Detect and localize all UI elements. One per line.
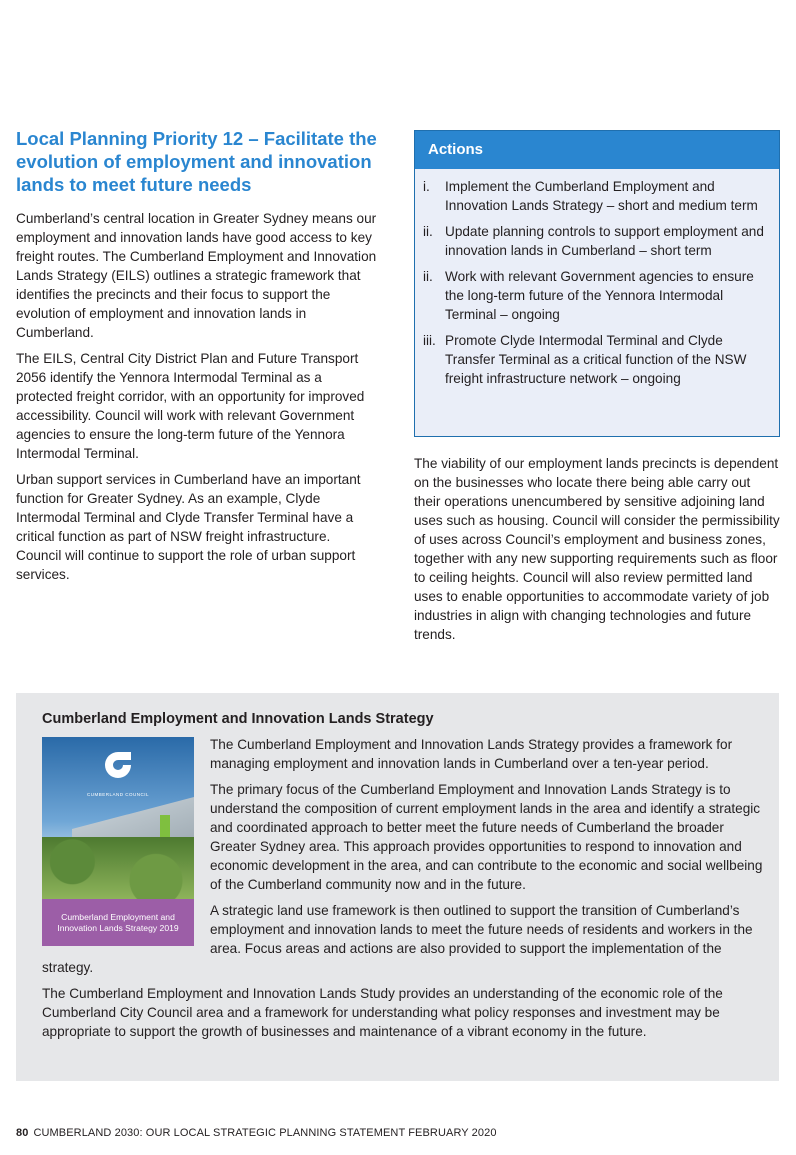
cover-title: Cumberland Employment and Innovation Lands Strategy 2019: [42, 899, 194, 946]
strategy-body: [42, 735, 763, 1041]
strategy-paragraph-1: The Cumberland Employment and Innovation Lands Strategy provides a framework for managing employment and innovation lands in Cumberland over a ten-year period.: [210, 737, 733, 771]
cover-logo-text: CUMBERLAND COUNCIL: [86, 792, 149, 797]
action-number: ii.: [423, 224, 433, 239]
left-paragraph-3: Urban support services in Cumberland have an important function for Greater Sydney. As an example, Clyde Intermodal Terminal and Clyde Transfer Terminal have a critical function as part of NSW freight infrastructure. Council will continue to support the role of urban support services.: [16, 472, 361, 582]
council-logo-icon: [102, 749, 134, 781]
action-number: ii.: [423, 269, 433, 284]
actions-title: Actions: [415, 131, 779, 169]
action-text: Work with relevant Government agencies to ensure the long-term future of the Yennora Intermodal Terminal – ongoing: [445, 269, 754, 322]
action-item: [423, 331, 767, 388]
strategy-cover-image: [42, 737, 194, 946]
strategy-paragraph-2: The primary focus of the Cumberland Employment and Innovation Lands Strategy is to understand the composition of current employment lands in the area and identify a strategic and coordinated approach to better meet the future needs of Cumberland the broader Greater Sydney area. This approach provides opportunities to respond to innovation and economic development in the area, and can contribute to the economic and social wellbeing of the Cumberland community now and in the future.: [210, 782, 763, 892]
left-paragraph-2: The EILS, Central City District Plan and Future Transport 2056 identify the Yennora Intermodal Terminal as a protected freight corridor, with an opportunity for improved accessibility. Council will work with relevant Government agencies to ensure the long-term future of the Yennora Intermodal Terminal.: [16, 351, 365, 461]
page-footer: [16, 1126, 497, 1140]
strategy-paragraph-4: The Cumberland Employment and Innovation Lands Study provides an understanding of the economic role of the Cumberland City Council area and a framework for understanding what policy responses and investment may be appropriate to support the growth of businesses and maintenance of a vibrant economy in the future.: [42, 986, 723, 1039]
action-text: Implement the Cumberland Employment and Innovation Lands Strategy – short and medium term: [445, 179, 758, 213]
actions-list: [415, 169, 779, 388]
action-text: Promote Clyde Intermodal Terminal and Clyde Transfer Terminal as a critical function of the NSW freight infrastructure network – ongoing: [445, 333, 747, 386]
action-item: [423, 177, 767, 215]
left-column: [16, 209, 378, 591]
footer-text: CUMBERLAND 2030: OUR LOCAL STRATEGIC PLANNING STATEMENT FEBRUARY 2020: [33, 1127, 497, 1139]
priority-heading: Local Planning Priority 12 – Facilitate the evolution of employment and innovation lands to meet future needs: [16, 128, 377, 195]
right-column: [414, 454, 780, 644]
strategy-title: Cumberland Employment and Innovation Lands Strategy: [42, 711, 434, 727]
action-number: iii.: [423, 333, 436, 348]
left-paragraph-1: Cumberland’s central location in Greater Sydney means our employment and innovation lands have good access to key freight routes. The Cumberland Employment and Innovation Lands Strategy (EILS) outlines a strategic framework that identifies the precincts and their focus to support the evolution of employment and innovation lands in Cumberland.: [16, 211, 377, 340]
action-text: Update planning controls to support employment and innovation lands in Cumberland – short term: [445, 224, 764, 258]
strategy-box: [16, 693, 779, 1081]
action-number: i.: [423, 179, 430, 194]
action-item: [423, 267, 767, 324]
action-item: [423, 222, 767, 260]
page-number: 80: [16, 1127, 29, 1139]
right-paragraph: The viability of our employment lands precincts is dependent on the businesses who locate there being able carry out their operations unencumbered by sensitive adjoining land uses such as housing. Council will consider the permissibility of uses across Council’s employment and business zones, together with any new supporting requirements such as floor to ceiling heights. Council will also review permitted land uses to enable opportunities to accommodate variety of job industries in align with changing technologies and future trends.: [414, 456, 780, 642]
actions-box: [414, 130, 780, 437]
strategy-paragraph-3: A strategic land use framework is then outlined to support the transition of Cumberland’s employment and innovation lands to meet the future needs of residents and workers in the area. Focus areas and actions are also provided to support the implementation of the strategy.: [42, 903, 753, 975]
